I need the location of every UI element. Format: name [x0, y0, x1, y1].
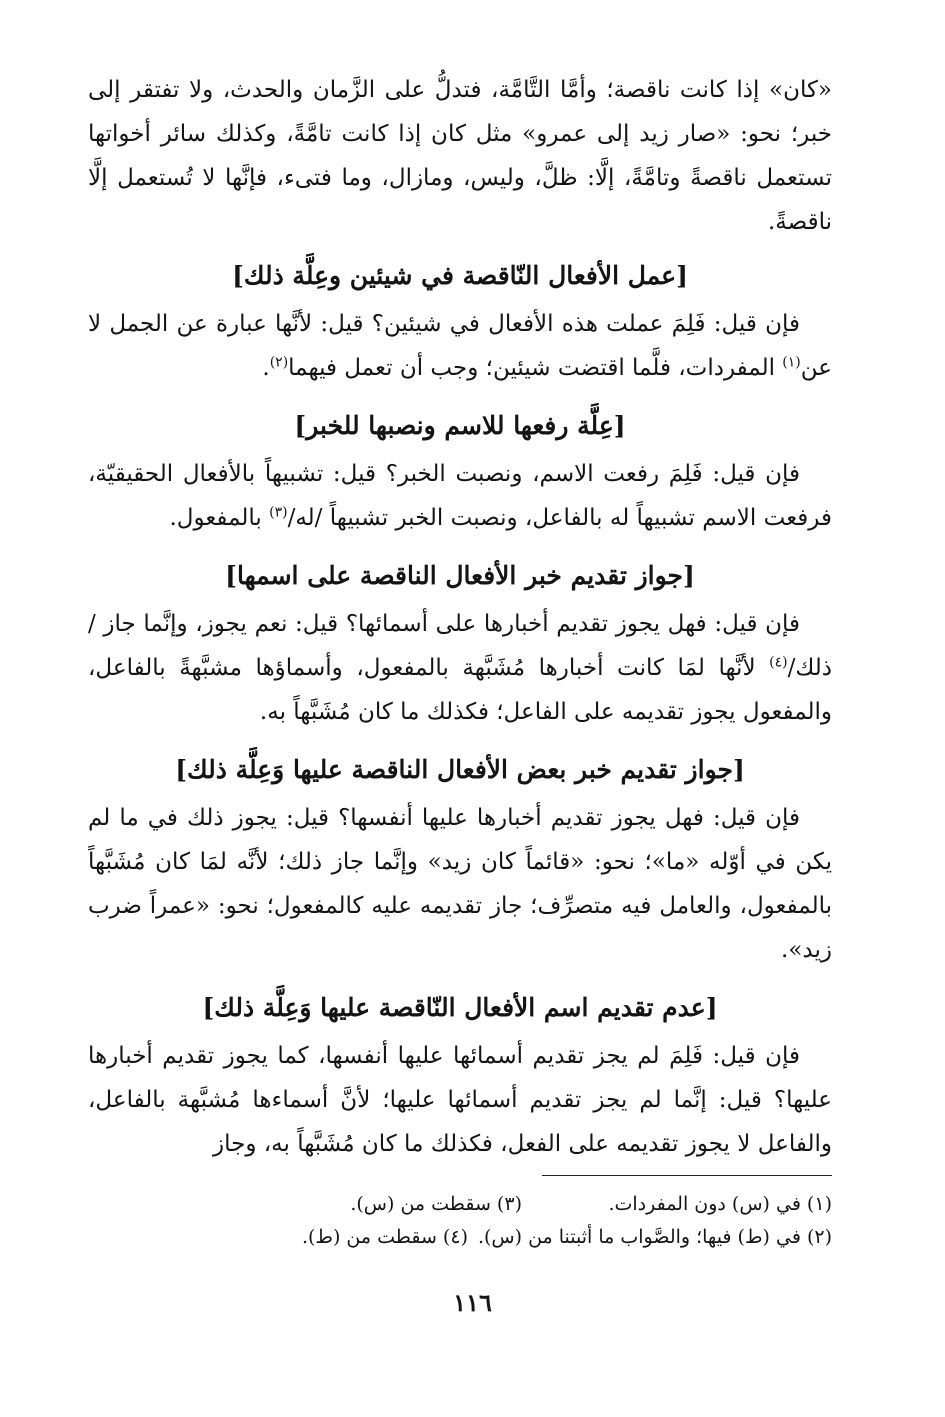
paragraph-text: فإن قيل: فَلِمَ رفعت الاسم، ونصبت الخبر؟ قيل: تشبيهاً بالأفعال الحقيقيّة، فرفعت الاسم تشبيهاً له بالفاعل، ونصبت الخبر تشبيهاً /له/ — [88, 461, 832, 531]
footnote-2: (٢) في (ط) فيها؛ والصَّواب ما أثبتنا من (س). — [477, 1226, 832, 1248]
paragraph-text: فإن قيل: فَلِمَ عملت هذه الأفعال في شيئين؟ قيل: لأنَّها عبارة عن الجمل لا عن — [88, 311, 832, 381]
page-body — [88, 68, 832, 1166]
section-heading-two-objects: [عمل الأفعال النّاقصة في شيئين وعِلَّة ذلك] — [232, 261, 688, 290]
paragraph-text: . — [262, 355, 270, 381]
section-heading-subject-not-before-verb: [عدم تقديم اسم الأفعال النّاقصة عليها وَعِلَّة ذلك] — [202, 993, 718, 1022]
footnote-1: (١) في (س) دون المفردات. — [608, 1193, 832, 1215]
footnote-ref-4[interactable]: (٤) — [769, 654, 788, 671]
paragraph-two-objects — [88, 302, 832, 390]
paragraph-text: لأنَّها لمَا كانت أخبارها مُشَبَّهة بالمفعول، وأسماؤها مشبَّهةً بالفاعل، والمفعول يجوز تقديمه على الفاعل؛ فكذلك ما كان مُشَبَّهاً به. — [88, 655, 832, 725]
paragraph-predicate-before-verb — [88, 796, 832, 972]
paragraph-kana-complete — [88, 68, 832, 244]
paragraph-text: فإن قيل: فَلِمَ لم يجز تقديم أسمائها عليها أنفسها، كما يجوز تقديم أخبارها عليها؟ قيل: إنَّما لم يجز تقديم أسمائها عليها؛ لأنَّ أسماءها مُشبَّهة بالفاعل، والفاعل لا يجوز تقديمه على الفعل، فكذلك ما كان مُشَبَّهاً به، وجاز — [88, 1043, 832, 1157]
footnote-ref-2[interactable]: (٢) — [269, 354, 289, 371]
footnote-ref-3[interactable]: (٣) — [269, 504, 288, 521]
footnote-row — [212, 1188, 832, 1221]
footnote-3: (٣) سقطت من (س). — [350, 1193, 522, 1215]
footnote-divider — [542, 1175, 832, 1176]
paragraph-text: فإن قيل: فهل يجوز تقديم أخبارها عليها أنفسها؟ قيل: يجوز ذلك في ما لم يكن في أوّله «ما»؛ نحو: «قائماً كان زيد» وإنَّما جاز ذلك؛ لأنَّه لمَا كان مُشَبَّهاً بالمفعول، والعامل فيه متصرِّف؛ جاز تقديمه عليه كالمفعول؛ نحو: «عمراً ضرب زيد». — [88, 805, 832, 963]
footnote-4: (٤) سقطت من (ط). — [301, 1226, 468, 1248]
paragraph-subject-not-before-verb — [88, 1034, 832, 1166]
paragraph-text: فإن قيل: فهل يجوز تقديم أخبارها على أسمائها؟ قيل: نعم يجوز، وإنَّما جاز /ذلك/ — [88, 611, 832, 681]
section-heading-predicate-before-verb: [جواز تقديم خبر بعض الأفعال الناقصة عليها وَعِلَّة ذلك] — [175, 755, 745, 784]
section-heading-predicate-before-subject: [جواز تقديم خبر الأفعال الناقصة على اسمها] — [225, 561, 695, 590]
section-heading-raf-nasb: [عِلَّة رفعها للاسم ونصبها للخبر] — [294, 411, 626, 440]
footnotes — [212, 1188, 832, 1254]
page-number: ١١٦ — [453, 1288, 492, 1317]
paragraph-predicate-before-subject — [88, 602, 832, 734]
footnote-ref-1[interactable]: (١) — [782, 354, 801, 371]
paragraph-raf-nasb — [88, 452, 832, 540]
paragraph-text: المفردات، فلَّما اقتضت شيئين؛ وجب أن تعمل فيهما — [288, 355, 783, 381]
paragraph-text: بالمفعول. — [169, 505, 270, 531]
paragraph-text: «كان» إذا كانت ناقصة؛ وأمَّا التَّامَّة، فتدلُّ على الزَّمان والحدث، ولا تفتقر إلى خبر؛ نحو: «صار زيد إلى عمرو» مثل كان إذا كانت تامَّةً، وكذلك سائر أخواتها تستعمل ناقصةً وتامَّةً، إلَّا: ظلَّ، وليس، ومازال، وما فتىء، فإنَّها لا تُستعمل إلَّا ناقصةً. — [88, 77, 832, 235]
footnote-row — [212, 1221, 832, 1254]
